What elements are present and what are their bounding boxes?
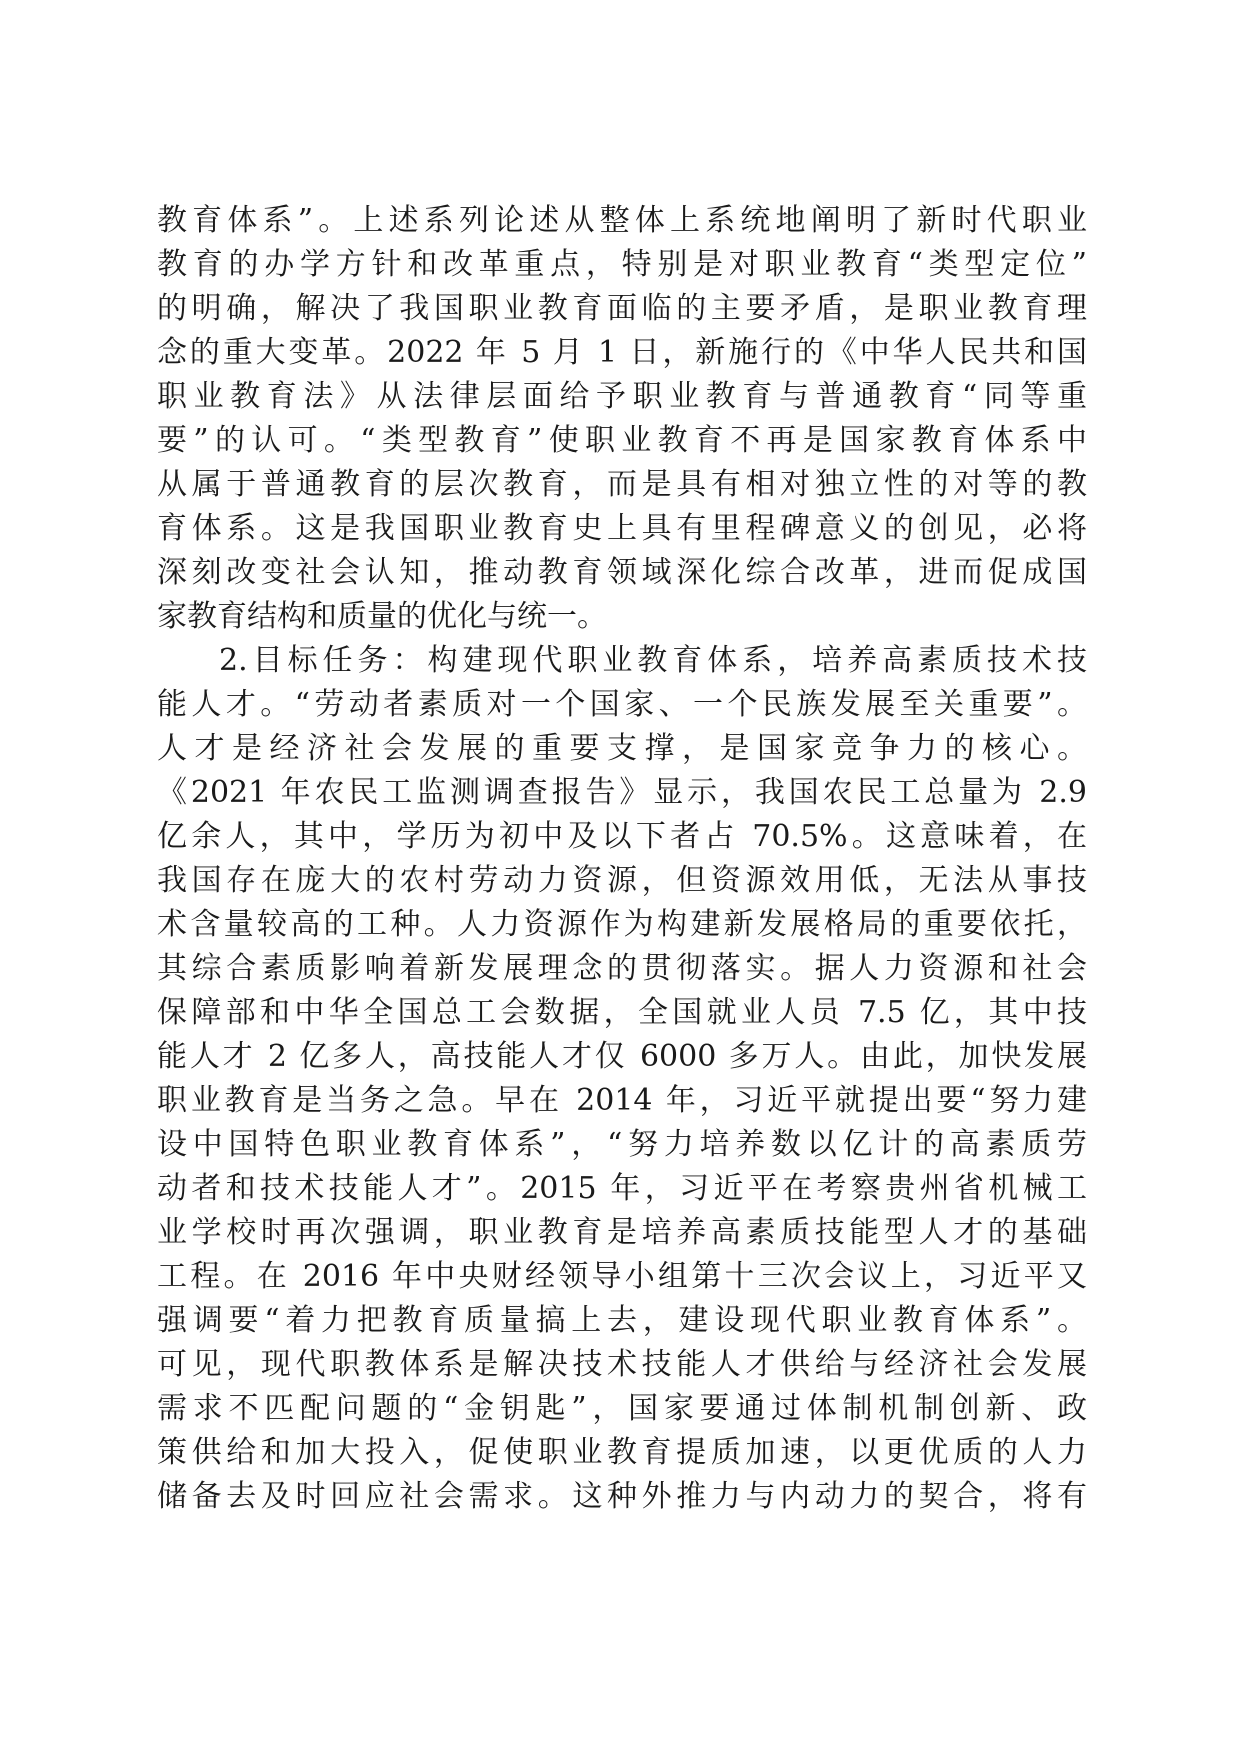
text-line: 其综合素质影响着新发展理念的贯彻落实。据人力资源和社会 bbox=[157, 951, 1087, 986]
text-line: 亿余人，其中，学历为初中及以下者占 70.5%。这意味着，在 bbox=[157, 819, 1087, 854]
text-line: 职业教育是当务之急。早在 2014 年，习近平就提出要“努力建 bbox=[157, 1083, 1087, 1118]
text-line: 设中国特色职业教育体系”，“努力培养数以亿计的高素质劳 bbox=[157, 1127, 1087, 1162]
text-line: 储备去及时回应社会需求。这种外推力与内动力的契合，将有 bbox=[157, 1479, 1087, 1514]
text-line: 可见，现代职教体系是解决技术技能人才供给与经济社会发展 bbox=[157, 1347, 1087, 1382]
text-line: 要”的认可。“类型教育”使职业教育不再是国家教育体系中 bbox=[157, 423, 1087, 458]
text-line: 职业教育法》从法律层面给予职业教育与普通教育“同等重 bbox=[157, 379, 1087, 414]
text-line: 保障部和中华全国总工会数据，全国就业人员 7.5 亿，其中技 bbox=[157, 995, 1087, 1030]
text-line: 需求不匹配问题的“金钥匙”，国家要通过体制机制创新、政 bbox=[157, 1391, 1087, 1426]
text-line: 能人才。“劳动者素质对一个国家、一个民族发展至关重要”。 bbox=[157, 687, 1087, 722]
text-line: 2.目标任务：构建现代职业教育体系，培养高素质技术技 bbox=[219, 643, 1087, 678]
text-line: 《2021 年农民工监测调查报告》显示，我国农民工总量为 2.9 bbox=[157, 775, 1087, 810]
body-text bbox=[157, 200, 1087, 1520]
text-line: 的明确，解决了我国职业教育面临的主要矛盾，是职业教育理 bbox=[157, 291, 1087, 326]
text-line: 教育的办学方针和改革重点，特别是对职业教育“类型定位” bbox=[157, 247, 1087, 282]
text-line: 工程。在 2016 年中央财经领导小组第十三次会议上，习近平又 bbox=[157, 1259, 1087, 1294]
text-line: 念的重大变革。2022 年 5 月 1 日，新施行的《中华人民共和国 bbox=[157, 335, 1087, 370]
text-line: 我国存在庞大的农村劳动力资源，但资源效用低，无法从事技 bbox=[157, 863, 1087, 898]
text-line: 强调要“着力把教育质量搞上去，建设现代职业教育体系”。 bbox=[157, 1303, 1087, 1338]
text-line: 术含量较高的工种。人力资源作为构建新发展格局的重要依托， bbox=[157, 907, 1087, 942]
text-line: 育体系。这是我国职业教育史上具有里程碑意义的创见，必将 bbox=[157, 511, 1087, 546]
text-line: 动者和技术技能人才”。2015 年，习近平在考察贵州省机械工 bbox=[157, 1171, 1087, 1206]
text-line: 能人才 2 亿多人，高技能人才仅 6000 多万人。由此，加快发展 bbox=[157, 1039, 1087, 1074]
text-line: 深刻改变社会认知，推动教育领域深化综合改革，进而促成国 bbox=[157, 555, 1087, 590]
text-line: 业学校时再次强调，职业教育是培养高素质技能型人才的基础 bbox=[157, 1215, 1087, 1250]
text-line: 从属于普通教育的层次教育，而是具有相对独立性的对等的教 bbox=[157, 467, 1087, 502]
text-line: 人才是经济社会发展的重要支撑，是国家竞争力的核心。 bbox=[157, 731, 1087, 766]
text-line: 策供给和加大投入，促使职业教育提质加速，以更优质的人力 bbox=[157, 1435, 1087, 1470]
text-line: 家教育结构和质量的优化与统一。 bbox=[157, 599, 607, 634]
text-line: 教育体系”。上述系列论述从整体上系统地阐明了新时代职业 bbox=[157, 203, 1087, 238]
